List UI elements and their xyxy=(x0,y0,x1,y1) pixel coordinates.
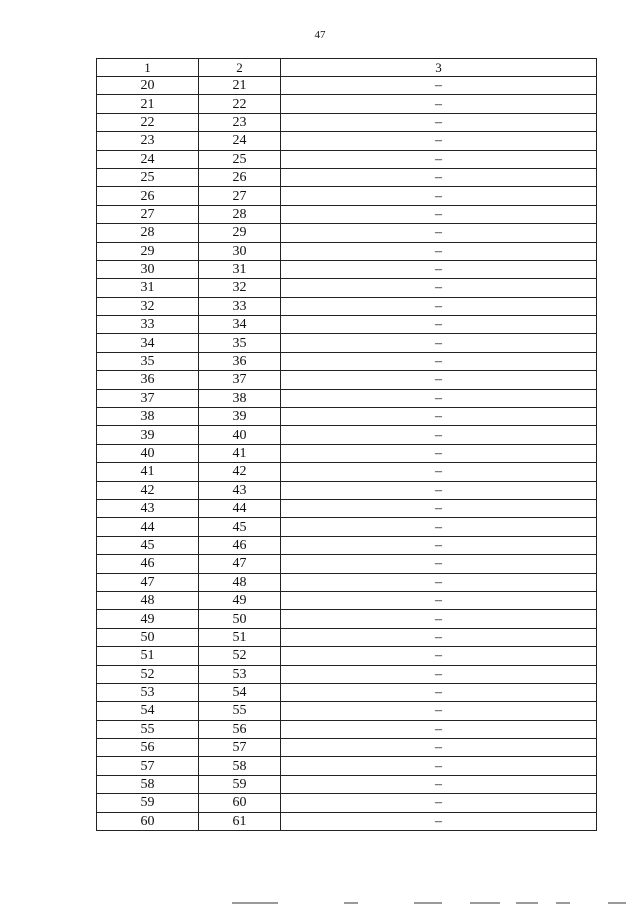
table-cell-col-2: 57 xyxy=(199,739,281,757)
table-cell-col-2: 51 xyxy=(199,628,281,646)
table-cell-col-2: 29 xyxy=(199,224,281,242)
table-row xyxy=(97,463,597,481)
table-cell-col-3: – xyxy=(281,481,597,499)
table-row xyxy=(97,555,597,573)
table-row xyxy=(97,481,597,499)
table-cell-col-2: 36 xyxy=(199,352,281,370)
table-cell-col-3: – xyxy=(281,757,597,775)
table-cell-col-3: – xyxy=(281,205,597,223)
table-cell-col-2: 21 xyxy=(199,77,281,95)
table-cell-col-3: – xyxy=(281,591,597,609)
table-cell-col-1: 20 xyxy=(97,77,199,95)
table-row xyxy=(97,205,597,223)
table-cell-col-1: 25 xyxy=(97,168,199,186)
table-row xyxy=(97,499,597,517)
table-cell-col-1: 34 xyxy=(97,334,199,352)
table-row xyxy=(97,647,597,665)
table-cell-col-2: 31 xyxy=(199,260,281,278)
table-row xyxy=(97,665,597,683)
table-cell-col-3: – xyxy=(281,775,597,793)
table-cell-col-1: 57 xyxy=(97,757,199,775)
table-cell-col-3: – xyxy=(281,555,597,573)
table-cell-col-2: 47 xyxy=(199,555,281,573)
table-cell-col-2: 38 xyxy=(199,389,281,407)
table-cell-col-2: 32 xyxy=(199,279,281,297)
table-cell-col-2: 34 xyxy=(199,316,281,334)
table-cell-col-2: 30 xyxy=(199,242,281,260)
data-table xyxy=(96,58,597,831)
table-cell-col-1: 27 xyxy=(97,205,199,223)
table-cell-col-3: – xyxy=(281,628,597,646)
table-cell-col-3: – xyxy=(281,739,597,757)
table-cell-col-3: – xyxy=(281,408,597,426)
table-cell-col-3: – xyxy=(281,536,597,554)
table-cell-col-2: 23 xyxy=(199,113,281,131)
table-cell-col-1: 31 xyxy=(97,279,199,297)
table-row xyxy=(97,426,597,444)
column-header-3: 3 xyxy=(281,59,597,77)
table-cell-col-3: – xyxy=(281,794,597,812)
table-cell-col-1: 46 xyxy=(97,555,199,573)
table-row xyxy=(97,794,597,812)
table-row xyxy=(97,536,597,554)
table-cell-col-3: – xyxy=(281,610,597,628)
table-cell-col-1: 47 xyxy=(97,573,199,591)
table-cell-col-1: 51 xyxy=(97,647,199,665)
table-cell-col-1: 50 xyxy=(97,628,199,646)
table-row xyxy=(97,352,597,370)
table-cell-col-1: 35 xyxy=(97,352,199,370)
table-cell-col-2: 50 xyxy=(199,610,281,628)
table-cell-col-2: 28 xyxy=(199,205,281,223)
table-cell-col-3: – xyxy=(281,463,597,481)
table-cell-col-1: 39 xyxy=(97,426,199,444)
column-header-1: 1 xyxy=(97,59,199,77)
table-cell-col-1: 53 xyxy=(97,683,199,701)
table-cell-col-2: 39 xyxy=(199,408,281,426)
table-row xyxy=(97,187,597,205)
table-cell-col-3: – xyxy=(281,683,597,701)
table-cell-col-3: – xyxy=(281,242,597,260)
table-cell-col-3: – xyxy=(281,444,597,462)
table-cell-col-2: 24 xyxy=(199,132,281,150)
table-cell-col-1: 26 xyxy=(97,187,199,205)
table-cell-col-3: – xyxy=(281,150,597,168)
table-cell-col-2: 58 xyxy=(199,757,281,775)
table-row xyxy=(97,610,597,628)
table-cell-col-1: 54 xyxy=(97,702,199,720)
table-row xyxy=(97,518,597,536)
table-row xyxy=(97,113,597,131)
table-cell-col-2: 61 xyxy=(199,812,281,830)
table-row xyxy=(97,812,597,830)
table-cell-col-1: 38 xyxy=(97,408,199,426)
table-cell-col-2: 33 xyxy=(199,297,281,315)
table-cell-col-3: – xyxy=(281,95,597,113)
table-cell-col-3: – xyxy=(281,499,597,517)
table-cell-col-3: – xyxy=(281,168,597,186)
table-cell-col-1: 32 xyxy=(97,297,199,315)
table-cell-col-2: 54 xyxy=(199,683,281,701)
table-cell-col-3: – xyxy=(281,812,597,830)
table-cell-col-1: 21 xyxy=(97,95,199,113)
table-cell-col-3: – xyxy=(281,371,597,389)
table-cell-col-3: – xyxy=(281,316,597,334)
scan-artifact-marks xyxy=(0,900,640,905)
table-cell-col-3: – xyxy=(281,260,597,278)
table-cell-col-2: 35 xyxy=(199,334,281,352)
table-cell-col-2: 48 xyxy=(199,573,281,591)
header-row xyxy=(97,59,597,77)
table-cell-col-1: 41 xyxy=(97,463,199,481)
table-row xyxy=(97,389,597,407)
table-cell-col-3: – xyxy=(281,113,597,131)
table-cell-col-3: – xyxy=(281,426,597,444)
table-row xyxy=(97,628,597,646)
table-header xyxy=(97,59,597,77)
table-cell-col-1: 44 xyxy=(97,518,199,536)
table-cell-col-1: 36 xyxy=(97,371,199,389)
table-cell-col-1: 42 xyxy=(97,481,199,499)
table-cell-col-2: 49 xyxy=(199,591,281,609)
table-cell-col-2: 26 xyxy=(199,168,281,186)
table-row xyxy=(97,95,597,113)
table-cell-col-2: 59 xyxy=(199,775,281,793)
table-cell-col-1: 28 xyxy=(97,224,199,242)
table-row xyxy=(97,775,597,793)
table-row xyxy=(97,757,597,775)
table-row xyxy=(97,132,597,150)
table-cell-col-1: 48 xyxy=(97,591,199,609)
table-cell-col-2: 27 xyxy=(199,187,281,205)
column-header-2: 2 xyxy=(199,59,281,77)
table-row xyxy=(97,279,597,297)
table-row xyxy=(97,591,597,609)
table-cell-col-2: 55 xyxy=(199,702,281,720)
table-cell-col-3: – xyxy=(281,702,597,720)
table-row xyxy=(97,316,597,334)
page-number: 47 xyxy=(314,29,326,41)
table-cell-col-1: 59 xyxy=(97,794,199,812)
table-cell-col-3: – xyxy=(281,187,597,205)
table-cell-col-3: – xyxy=(281,224,597,242)
table-cell-col-1: 58 xyxy=(97,775,199,793)
table-cell-col-2: 53 xyxy=(199,665,281,683)
table-cell-col-3: – xyxy=(281,297,597,315)
table-cell-col-1: 37 xyxy=(97,389,199,407)
table-cell-col-3: – xyxy=(281,352,597,370)
table-cell-col-2: 42 xyxy=(199,463,281,481)
table-cell-col-2: 52 xyxy=(199,647,281,665)
table-cell-col-1: 23 xyxy=(97,132,199,150)
table-row xyxy=(97,408,597,426)
table-row xyxy=(97,297,597,315)
table-cell-col-1: 33 xyxy=(97,316,199,334)
table-cell-col-3: – xyxy=(281,279,597,297)
table-cell-col-3: – xyxy=(281,77,597,95)
table-row xyxy=(97,260,597,278)
table-cell-col-3: – xyxy=(281,665,597,683)
table-cell-col-3: – xyxy=(281,132,597,150)
table-cell-col-1: 45 xyxy=(97,536,199,554)
table-cell-col-2: 45 xyxy=(199,518,281,536)
table-cell-col-2: 22 xyxy=(199,95,281,113)
table-row xyxy=(97,168,597,186)
table-cell-col-3: – xyxy=(281,518,597,536)
table-row xyxy=(97,77,597,95)
table-body xyxy=(97,77,597,831)
table-cell-col-3: – xyxy=(281,334,597,352)
table-cell-col-1: 52 xyxy=(97,665,199,683)
table-row xyxy=(97,224,597,242)
table-cell-col-2: 41 xyxy=(199,444,281,462)
table-cell-col-2: 40 xyxy=(199,426,281,444)
table-row xyxy=(97,702,597,720)
table-cell-col-1: 22 xyxy=(97,113,199,131)
table-cell-col-1: 29 xyxy=(97,242,199,260)
table-row xyxy=(97,334,597,352)
table-cell-col-1: 40 xyxy=(97,444,199,462)
table-cell-col-1: 56 xyxy=(97,739,199,757)
table-cell-col-3: – xyxy=(281,720,597,738)
table-cell-col-2: 60 xyxy=(199,794,281,812)
table-row xyxy=(97,371,597,389)
table-cell-col-2: 37 xyxy=(199,371,281,389)
table-row xyxy=(97,720,597,738)
table-cell-col-3: – xyxy=(281,573,597,591)
table-row xyxy=(97,242,597,260)
table-cell-col-2: 56 xyxy=(199,720,281,738)
table-row xyxy=(97,739,597,757)
table-cell-col-1: 43 xyxy=(97,499,199,517)
table-row xyxy=(97,444,597,462)
table-row xyxy=(97,683,597,701)
table-cell-col-2: 44 xyxy=(199,499,281,517)
table-cell-col-3: – xyxy=(281,647,597,665)
table-cell-col-2: 25 xyxy=(199,150,281,168)
table-cell-col-1: 55 xyxy=(97,720,199,738)
table-cell-col-3: – xyxy=(281,389,597,407)
table-cell-col-1: 60 xyxy=(97,812,199,830)
table-cell-col-1: 30 xyxy=(97,260,199,278)
table-cell-col-1: 49 xyxy=(97,610,199,628)
table-cell-col-2: 43 xyxy=(199,481,281,499)
table-row xyxy=(97,150,597,168)
table-row xyxy=(97,573,597,591)
table-cell-col-1: 24 xyxy=(97,150,199,168)
table-cell-col-2: 46 xyxy=(199,536,281,554)
